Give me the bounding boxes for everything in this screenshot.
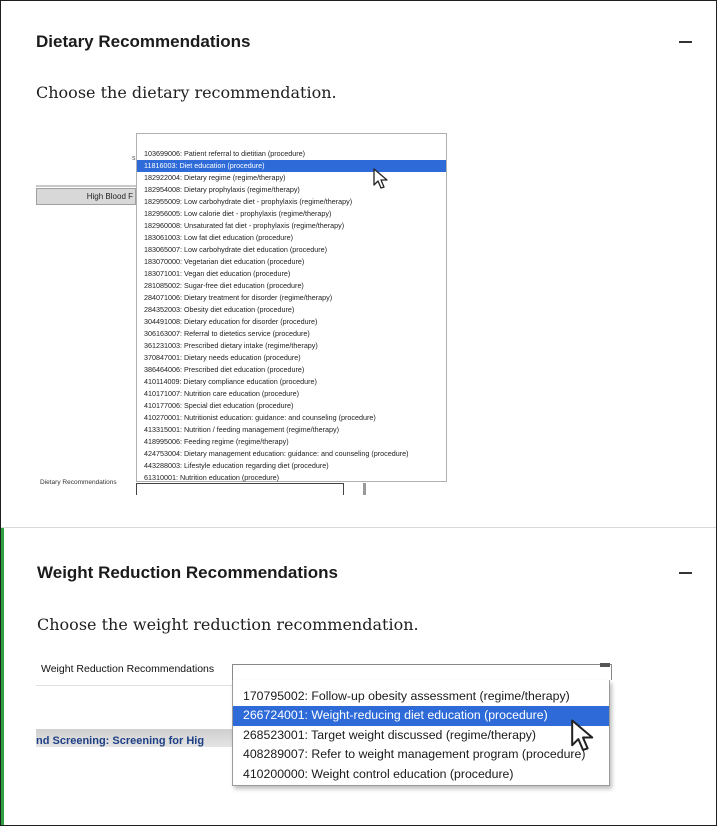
mouse-cursor-icon (569, 719, 597, 753)
option-item: 361231003: Prescribed dietary intake (regime/therapy) (144, 341, 318, 350)
section-instruction: Choose the weight reduction recommendation. (37, 615, 419, 634)
option-item: 183061003: Low fat diet education (procedure) (144, 233, 294, 242)
background-partial-banner (36, 729, 232, 747)
weight-reduction-options-list (232, 680, 610, 786)
option-item: 304491008: Dietary education for disorder (procedure) (144, 317, 318, 326)
option-item: 182955009: Low carbohydrate diet - prophylaxis (regime/therapy) (144, 197, 353, 206)
option-item: 182956005: Low calorie diet - prophylaxis (regime/therapy) (144, 209, 332, 218)
background-fragment: s (132, 155, 136, 162)
option-item: 443288003: Lifestyle education regarding diet (procedure) (144, 461, 329, 470)
background-field-label: Dietary Recommendations (40, 479, 117, 486)
section-instruction: Choose the dietary recommendation. (36, 83, 337, 102)
option-item: 61310001: Nutrition education (procedure) (144, 473, 280, 482)
option-item: 183065007: Low carbohydrate diet education (procedure) (144, 245, 328, 254)
background-field-label: Weight Reduction Recommendations (41, 663, 215, 675)
background-partial-label: nd Screening: Screening for Hig (36, 735, 205, 747)
section-title: Weight Reduction Recommendations (37, 563, 338, 582)
option-item: 386464006: Prescribed diet education (procedure) (144, 365, 305, 374)
background-scroll-tick (363, 483, 366, 495)
background-divider (36, 185, 136, 187)
option-item: 424753004: Dietary management education: guidance: and counseling (procedure) (144, 449, 409, 458)
section-title: Dietary Recommendations (36, 32, 251, 51)
option-item: 103699006: Patient referral to dietitian (procedure) (144, 149, 306, 158)
background-select-field (232, 664, 612, 680)
background-select-field (136, 483, 344, 495)
option-item: 281085002: Sugar-free diet education (procedure) (144, 281, 304, 290)
option-item: 413315001: Nutrition / feeding management (regime/therapy) (144, 425, 339, 434)
option-item: 410177006: Special diet education (procedure) (144, 401, 294, 410)
option-item: 182960008: Unsaturated fat diet - prophylaxis (regime/therapy) (144, 221, 345, 230)
option-item: 410114009: Dietary compliance education (procedure) (144, 377, 317, 386)
option-item: 11816003: Diet education (procedure) (137, 160, 446, 172)
option-item: 418995006: Feeding regime (regime/therapy) (144, 437, 289, 446)
option-item: 284071006: Dietary treatment for disorder (regime/therapy) (144, 293, 333, 302)
background-scroll-knob (600, 663, 610, 667)
background-divider (36, 685, 232, 686)
weight-reduction-dropdown-screenshot (36, 663, 616, 793)
option-item: 370847001: Dietary needs education (procedure) (144, 353, 301, 362)
background-partial-label: High Blood F (36, 188, 136, 205)
dietary-options-list (136, 133, 447, 482)
option-item: 170795002: Follow-up obesity assessment (regime/therapy) (243, 689, 570, 703)
option-item: 268523001: Target weight discussed (regime/therapy) (243, 727, 537, 742)
collapse-icon[interactable] (679, 572, 692, 574)
option-item: 183070000: Vegetarian diet education (procedure) (144, 257, 305, 266)
dietary-dropdown-screenshot (36, 133, 448, 495)
option-item: 284352003: Obesity diet education (procedure) (144, 305, 295, 314)
option-item: 410171007: Nutrition care education (procedure) (144, 389, 300, 398)
option-item: 410200000: Weight control education (procedure) (243, 766, 514, 781)
mouse-cursor-icon (372, 168, 390, 190)
option-item: 408289007: Refer to weight management program (procedure) (243, 747, 586, 762)
option-item: 410270001: Nutritionist education: guidance: and counseling (procedure) (144, 413, 376, 422)
option-item: 182922004: Dietary regime (regime/therapy) (144, 173, 286, 182)
collapse-icon[interactable] (679, 41, 692, 43)
option-item: 266724001: Weight-reducing diet education (procedure) (233, 706, 609, 725)
option-item: 183071001: Vegan diet education (procedure) (144, 269, 291, 278)
dietary-recommendations-section (1, 1, 716, 527)
option-item: 182954008: Dietary prophylaxis (regime/therapy) (144, 185, 300, 194)
option-item: 306163007: Referral to dietetics service (procedure) (144, 329, 310, 338)
